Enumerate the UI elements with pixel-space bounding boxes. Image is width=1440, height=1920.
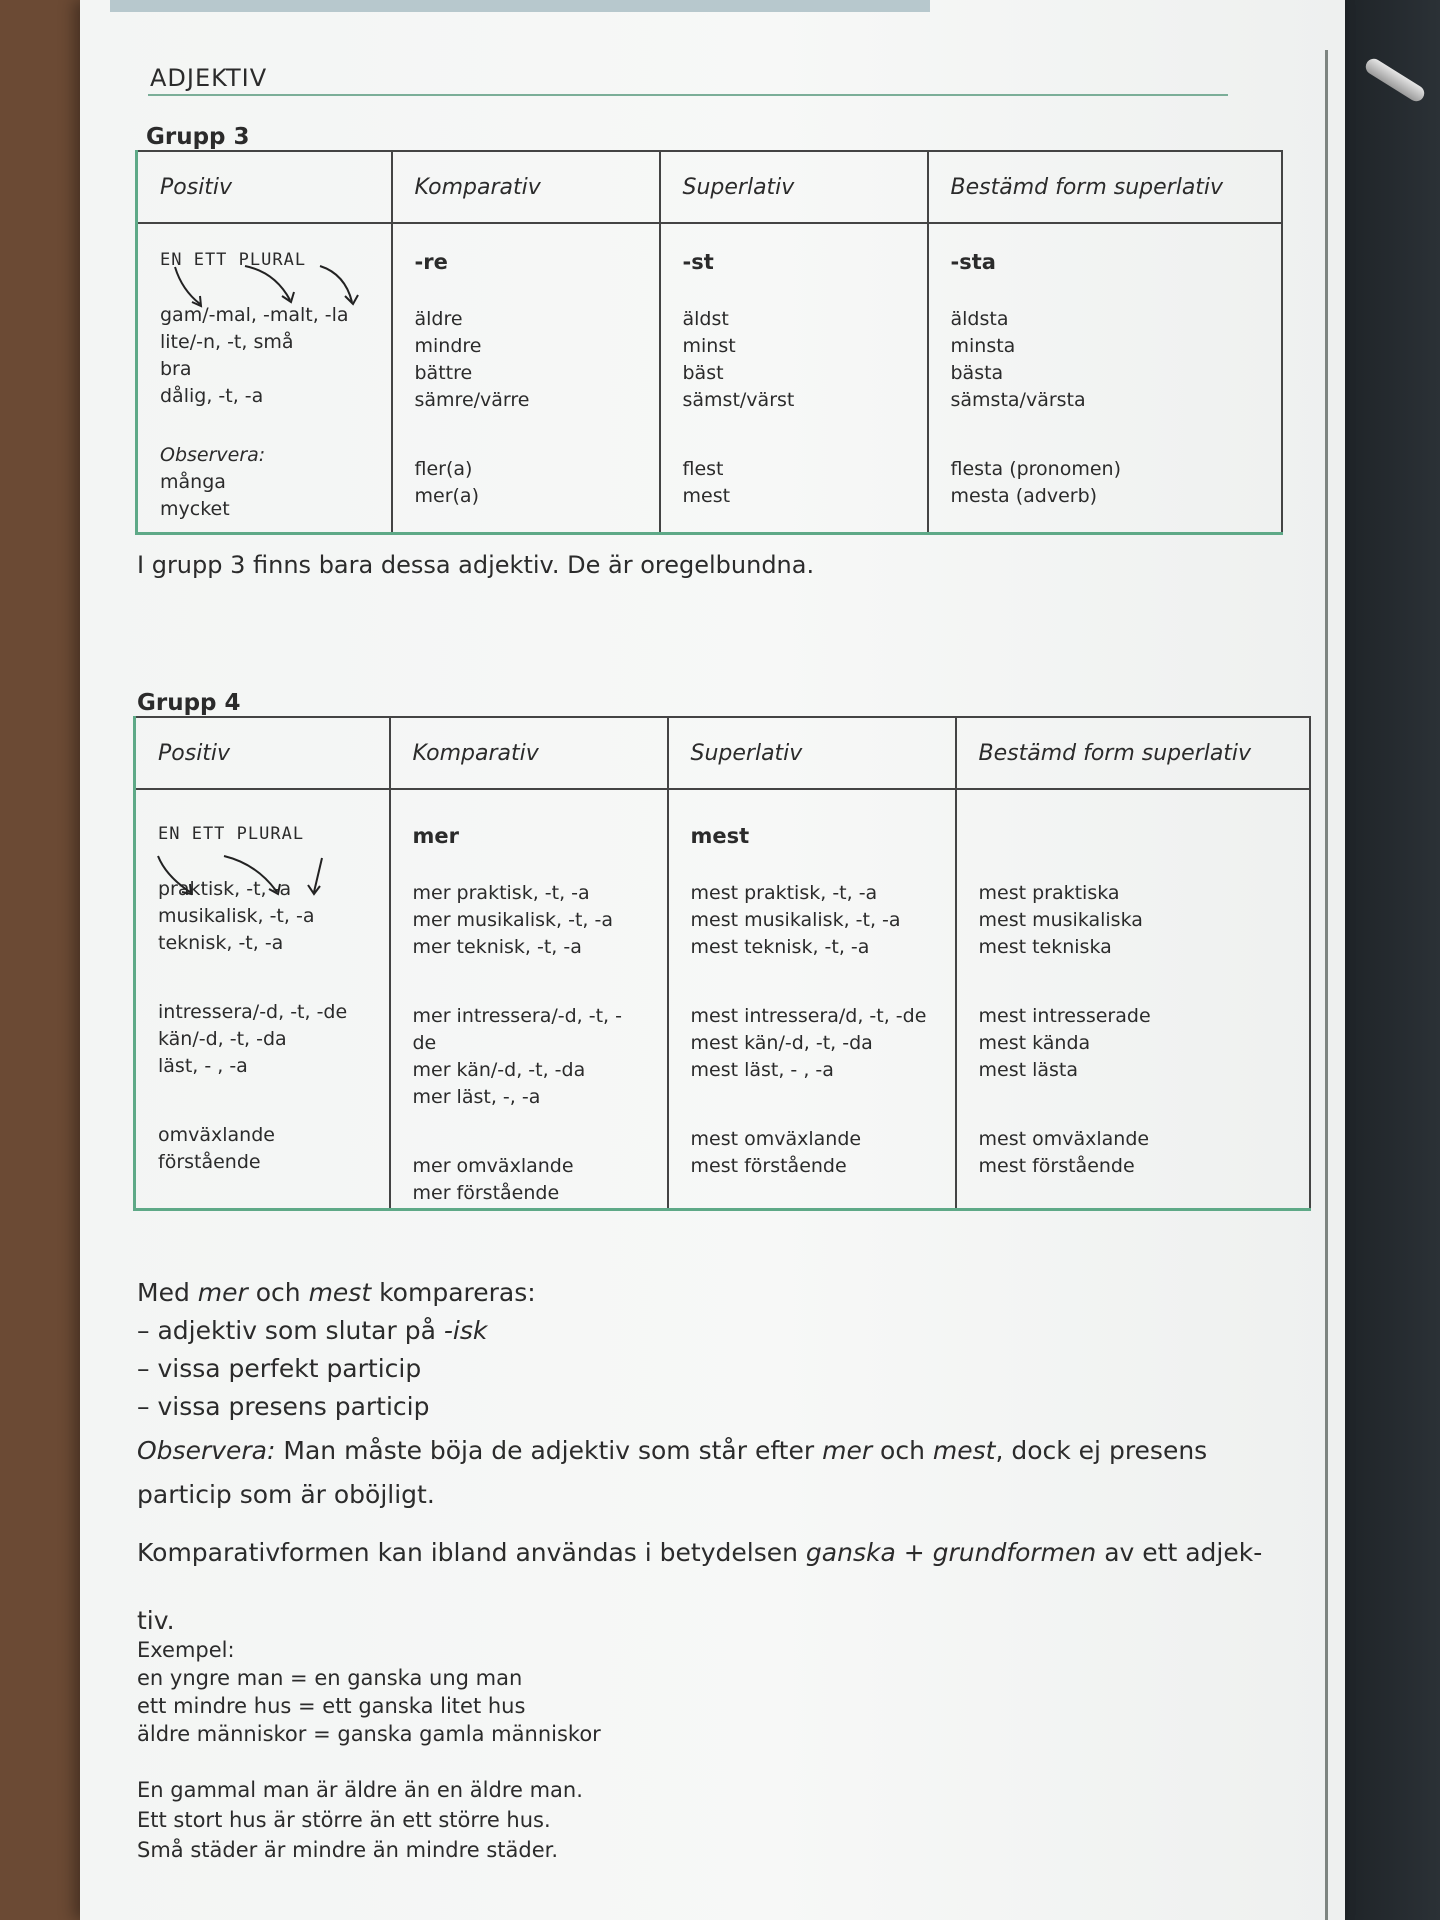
rules-item: – vissa presens particip [137,1392,430,1421]
group4-komparativ-item: mer teknisk, -t, -a [412,936,582,958]
group4-komparativ-item: mer praktisk, -t, -a [412,882,590,904]
group4-bestamd-item: mest lästa [978,1059,1078,1081]
group3-table [135,150,1283,535]
komparativform-paragraph [137,1534,1262,1572]
group4-col-bestamd: Bestämd form superlativ [956,717,1310,789]
group4-header-row [135,717,1310,789]
group3-positiv-item: dålig, -t, -a [160,385,264,407]
observera-text: , dock ej presens [995,1436,1208,1465]
group3-obs-bestamd-item: mesta (adverb) [950,485,1098,507]
komparativform-line2: tiv. [137,1606,175,1635]
komparativform-italic: ganska + grundformen [805,1538,1097,1567]
group3-obs-superlativ-item: flest [682,458,724,480]
group4-positiv-item: praktisk, -t, -a [158,878,292,900]
group4-superlativ-item: mest musikalisk, -t, -a [690,909,901,931]
group3-handwritten-note: EN ETT PLURAL [160,250,307,270]
binder-edge [1325,50,1328,1920]
group3-komparativ-item: äldre [414,308,463,330]
rules-intro-text: och [247,1278,309,1307]
group4-title: Grupp 4 [137,690,241,716]
group4-superlativ-item: mest förstående [690,1155,847,1177]
group3-suffix-sta: -sta [950,250,996,274]
group4-positiv-item: läst, - , -a [158,1055,248,1077]
observera-text: och [872,1436,933,1465]
group4-handwritten-note: EN ETT PLURAL [158,824,305,844]
rules-intro [137,1274,536,1312]
page-header: ADJEKTIV [150,64,268,92]
example-line: en yngre man = en ganska ung man [137,1666,523,1690]
observera-label: Observera: [137,1436,276,1465]
desk-background [1330,0,1440,1920]
group4-superlativ-cell [668,789,956,1209]
group4-komparativ-cell [390,789,668,1209]
header-divider [148,94,1228,96]
group3-positiv-item: gam/-mal, -malt, -la [160,304,349,326]
group4-superlativ-item: mest kän/-d, -t, -da [690,1032,873,1054]
rules-item [137,1312,487,1350]
group4-komparativ-item: mer kän/-d, -t, -da [412,1059,586,1081]
rules-intro-text: kompareras: [371,1278,536,1307]
observera-mer: mer [822,1436,873,1465]
group4-positiv-item: musikalisk, -t, -a [158,905,315,927]
group3-suffix-st: -st [682,250,714,274]
group4-komparativ-item: mer förstående [412,1182,560,1204]
group4-positiv-item: omväxlande [158,1124,275,1146]
group3-obs-komparativ-item: fler(a) [414,458,473,480]
group4-col-positiv: Positiv [135,717,390,789]
group3-komparativ-item: sämre/värre [414,389,530,411]
group4-bestamd-item: mest kända [978,1032,1091,1054]
group3-komparativ-cell [392,223,660,533]
group4-suffix-mer: mer [412,824,459,848]
group4-positiv-item: intressera/-d, -t, -de [158,1001,348,1023]
rules-intro-mest: mest [308,1278,372,1307]
examples-label: Exempel: [137,1638,235,1662]
group3-superlativ-item: äldst [682,308,729,330]
group3-obs-superlativ-item: mest [682,485,731,507]
group4-superlativ-item: mest teknisk, -t, -a [690,936,870,958]
group4-superlativ-item: mest intressera/d, -t, -de [690,1005,927,1027]
observera-paragraph [137,1432,1207,1470]
group4-bestamd-item: mest praktiska [978,882,1120,904]
group3-bestamd-item: sämsta/värsta [950,389,1086,411]
rules-item-text: – adjektiv som slutar på [137,1316,444,1345]
group4-komparativ-item: mer musikalisk, -t, -a [412,909,614,931]
group4-col-superlativ: Superlativ [668,717,956,789]
group3-superlativ-item: bäst [682,362,724,384]
group4-komparativ-item: mer omväxlande [412,1155,574,1177]
group3-obs-positiv-item: mycket [160,498,230,520]
group3-title: Grupp 3 [146,124,250,150]
group3-col-superlativ: Superlativ [660,151,928,223]
paper-edge [110,0,930,12]
komparativform-text: Komparativformen kan ibland användas i betydelsen [137,1538,806,1567]
group3-obs-komparativ-item: mer(a) [414,485,479,507]
group3-superlativ-item: sämst/värst [682,389,795,411]
observera-mest: mest [932,1436,996,1465]
group3-positiv-item: bra [160,358,192,380]
group3-col-komparativ: Komparativ [392,151,660,223]
group4-suffix-mest: mest [690,824,750,848]
group4-positiv-item: kän/-d, -t, -da [158,1028,287,1050]
group4-table [133,716,1311,1211]
group3-bestamd-item: äldsta [950,308,1009,330]
group3-bestamd-cell [928,223,1282,533]
group3-superlativ-cell [660,223,928,533]
group3-superlativ-item: minst [682,335,736,357]
group3-positiv-item: lite/-n, -t, små [160,331,294,353]
group3-bestamd-item: bästa [950,362,1004,384]
group3-bestamd-item: minsta [950,335,1016,357]
group4-komparativ-item: mer intressera/-d, -t, -de [412,1005,622,1054]
group4-bestamd-item: mest omväxlande [978,1128,1150,1150]
group3-obs-bestamd-item: flesta (pronomen) [950,458,1121,480]
group3-observera-label: Observera: [160,444,266,466]
group4-bestamd-cell [956,789,1310,1209]
rules-item-isk: -isk [443,1316,488,1345]
group3-komparativ-item: bättre [414,362,473,384]
group4-positiv-item: förstående [158,1151,261,1173]
group4-bestamd-item: mest förstående [978,1155,1135,1177]
group4-superlativ-item: mest praktisk, -t, -a [690,882,878,904]
sentence-line: Små städer är mindre än mindre städer. [137,1838,559,1862]
group3-komparativ-item: mindre [414,335,482,357]
group3-handwritten-arrows-icon [170,262,380,312]
observera-text: Man måste böja de adjektiv som står efter [275,1436,823,1465]
group4-handwritten-arrows-icon [152,852,352,902]
group3-col-bestamd: Bestämd form superlativ [928,151,1282,223]
group3-col-positiv: Positiv [137,151,392,223]
group4-komparativ-item: mer läst, -, -a [412,1086,541,1108]
rules-intro-mer: mer [197,1278,248,1307]
sentence-line: Ett stort hus är större än ett större hus. [137,1808,551,1832]
group3-header-row [137,151,1282,223]
group3-suffix-re: -re [414,250,448,274]
observera-line2: particip som är oböjligt. [137,1480,435,1509]
group4-bestamd-item: mest musikaliska [978,909,1143,931]
group3-note: I grupp 3 finns bara dessa adjektiv. De är oregelbundna. [137,551,815,579]
komparativform-text: av ett adjek- [1096,1538,1263,1567]
rules-item: – vissa perfekt particip [137,1354,422,1383]
group3-obs-positiv-item: många [160,471,226,493]
group4-positiv-item: teknisk, -t, -a [158,932,284,954]
group4-superlativ-item: mest läst, - , -a [690,1059,834,1081]
sentence-line: En gammal man är äldre än en äldre man. [137,1778,583,1802]
group4-col-komparativ: Komparativ [390,717,668,789]
rules-intro-text: Med [137,1278,198,1307]
example-line: ett mindre hus = ett ganska litet hus [137,1694,526,1718]
group4-bestamd-item: mest intresserade [978,1005,1151,1027]
group4-bestamd-item: mest tekniska [978,936,1112,958]
example-line: äldre människor = ganska gamla människor [137,1722,601,1746]
group4-superlativ-item: mest omväxlande [690,1128,862,1150]
